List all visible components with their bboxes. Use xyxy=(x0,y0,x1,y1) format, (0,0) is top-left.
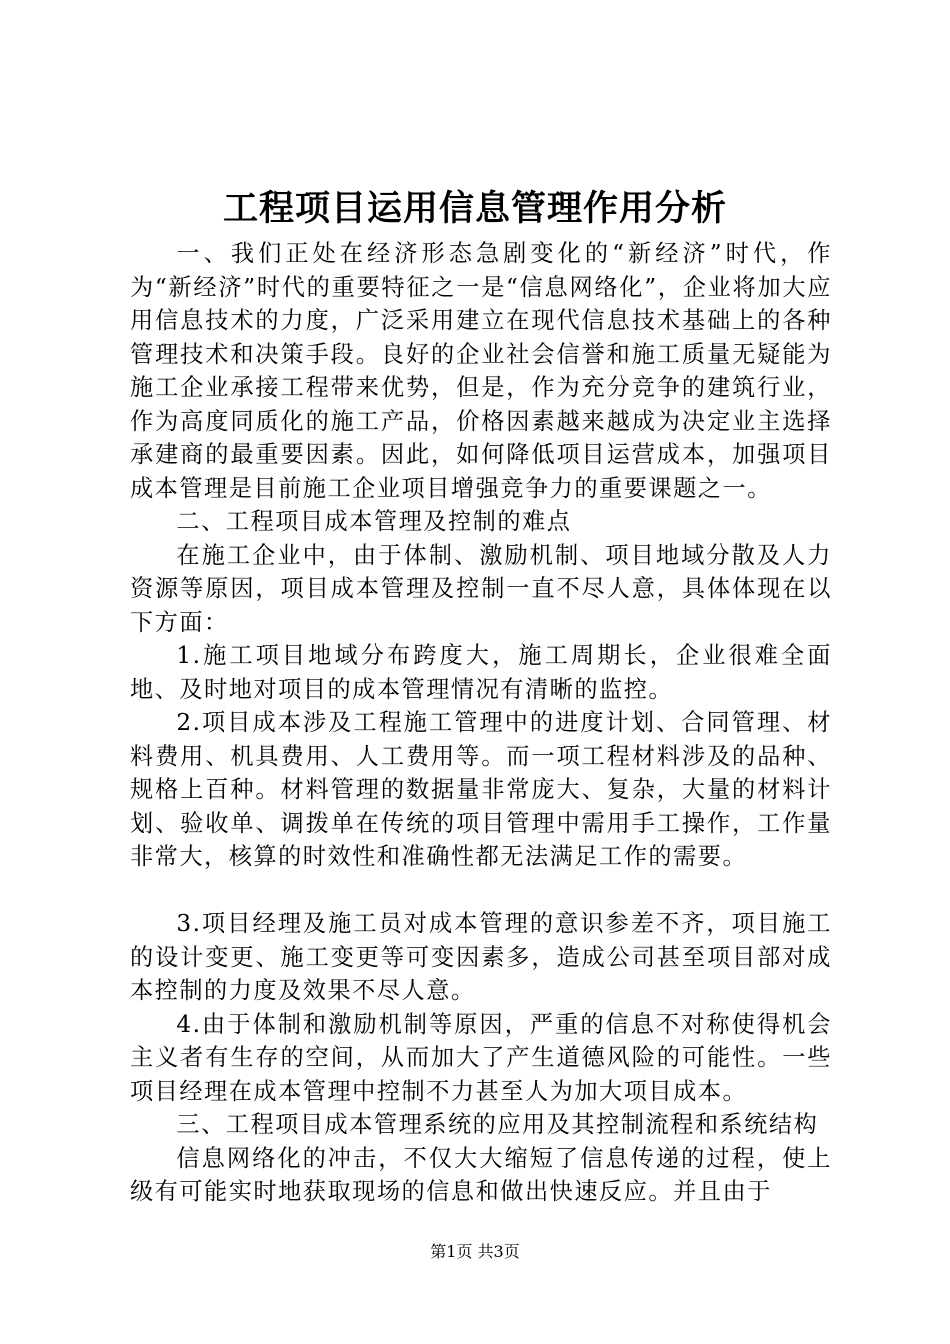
list-item-2: 2.项目成本涉及工程施工管理中的进度计划、合同管理、材料费用、机具费用、人工费用等。而一项工程材料涉及的品种、规格上百种。材料管理的数据量非常庞大、复杂，大量的材料计划、验收单、调拨单在传统的项目管理中需用手工操作，工作量非常大，核算的时效性和准确性都无法满足工作的需要。 xyxy=(130,709,832,870)
paragraph-difficulties-intro: 在施工企业中，由于体制、激励机制、项目地域分散及人力资源等原因，项目成本管理及控制一直不尽人意，具体体现在以下方面： xyxy=(130,541,832,636)
page-footer: 第1页 共3页 xyxy=(430,1242,520,1261)
list-item-1: 1.施工项目地域分布跨度大，施工周期长，企业很难全面地、及时地对项目的成本管理情况有清晰的监控。 xyxy=(130,642,832,703)
paragraph-intro: 一、我们正处在经济形态急剧变化的“新经济”时代，作为“新经济”时代的重要特征之一是“信息网络化”，企业将加大应用信息技术的力度，广泛采用建立在现代信息技术基础上的各种管理技术和决策手段。良好的企业社会信誉和施工质量无疑能为施工企业承接工程带来优势，但是，作为充分竞争的建筑行业，作为高度同质化的施工产品，价格因素越来越成为决定业主选择承建商的最重要因素。因此，如何降低项目运营成本，加强项目成本管理是目前施工企业项目增强竞争力的重要课题之一。 xyxy=(130,240,832,502)
section-heading-difficulties: 二、工程项目成本管理及控制的难点 xyxy=(176,508,572,535)
document-title: 工程项目运用信息管理作用分析 xyxy=(222,188,727,229)
blank-line xyxy=(130,874,832,908)
document-body xyxy=(130,237,832,1209)
paragraph-system: 信息网络化的冲击，不仅大大缩短了信息传递的过程，使上级有可能实时地获取现场的信息和做出快速反应。并且由于 xyxy=(130,1144,832,1205)
list-item-4: 4.由于体制和激励机制等原因，严重的信息不对称使得机会主义者有生存的空间，从而加大了产生道德风险的可能性。一些项目经理在成本管理中控制不力甚至人为加大项目成本。 xyxy=(130,1010,832,1105)
list-item-3: 3.项目经理及施工员对成本管理的意识参差不齐，项目施工的设计变更、施工变更等可变因素多，造成公司甚至项目部对成本控制的力度及效果不尽人意。 xyxy=(130,910,832,1004)
section-heading-system: 三、工程项目成本管理系统的应用及其控制流程和系统结构 xyxy=(176,1111,819,1138)
